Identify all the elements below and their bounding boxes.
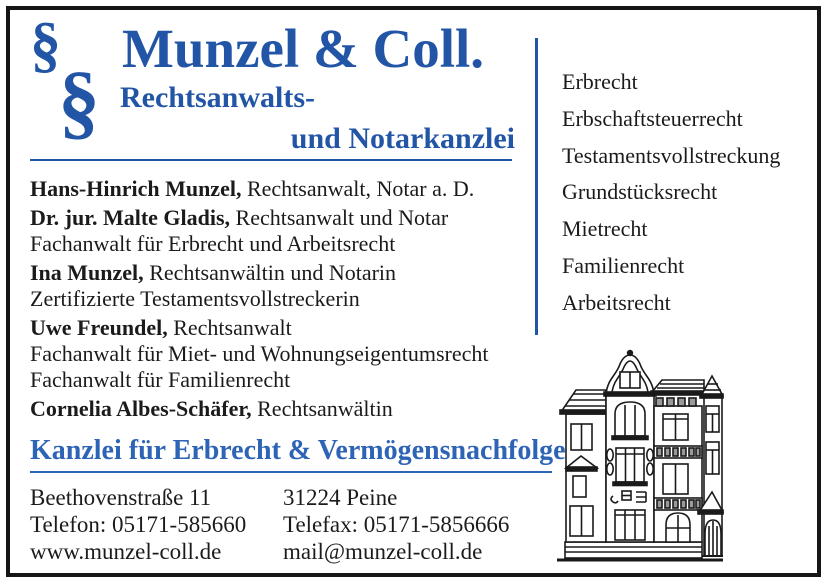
- team-member: Uwe Freundel, Rechtsanwalt: [30, 315, 292, 340]
- section-sign-icon: §: [30, 11, 61, 79]
- practice-area-list: [562, 64, 780, 322]
- team-member-name: Ina Munzel,: [30, 260, 144, 285]
- team-member-qualification: Fachanwalt für Erbrecht und Arbeitsrecht: [30, 231, 396, 256]
- website-url: www.munzel-coll.de: [30, 539, 222, 564]
- vertical-divider: [535, 38, 538, 335]
- firm-subtitle-line2: und Notarkanzlei: [290, 122, 515, 155]
- street-address: Beethovenstraße 11: [30, 485, 212, 510]
- team-member-qualification: Fachanwalt für Miet- und Wohnungseigentumsrecht: [30, 341, 489, 366]
- team-member-qualification: Fachanwalt für Familienrecht: [30, 367, 291, 392]
- practice-area-item: Arbeitsrecht: [562, 289, 671, 315]
- team-list: [30, 176, 520, 422]
- team-member-name: Cornelia Albes-Schäfer,: [30, 396, 252, 421]
- header-divider: [30, 159, 512, 161]
- team-member-name: Dr. jur. Malte Gladis,: [30, 205, 231, 230]
- team-member-qualification: Zertifizierte Testamentsvollstreckerin: [30, 286, 360, 311]
- practice-area-item: Erbschaftsteuerrecht: [562, 105, 743, 131]
- contact-block-left: [30, 484, 246, 565]
- tagline-divider: [30, 471, 552, 473]
- section-sign-icon: §: [58, 55, 100, 148]
- fax-number: Telefax: 05171-5856666: [283, 512, 510, 537]
- team-member: Hans-Hinrich Munzel, Rechtsanwalt, Notar a. D.: [30, 176, 475, 201]
- practice-area-item: Testamentsvollstreckung: [562, 142, 781, 168]
- tagline: Kanzlei für Erbrecht & Vermögensnachfolge: [30, 435, 566, 466]
- team-member: Cornelia Albes-Schäfer, Rechtsanwältin: [30, 396, 393, 421]
- firm-subtitle-line1: Rechtsanwalts-: [120, 81, 315, 114]
- phone-number: Telefon: 05171-585660: [30, 512, 247, 537]
- team-member-name: Hans-Hinrich Munzel,: [30, 176, 242, 201]
- firm-name: Munzel & Coll.: [122, 18, 485, 79]
- building-illustration: [556, 348, 724, 564]
- city: 31224 Peine: [283, 485, 398, 510]
- contact-block-right: [283, 484, 509, 565]
- team-member: Dr. jur. Malte Gladis, Rechtsanwalt und Notar: [30, 205, 449, 230]
- team-member-name: Uwe Freundel,: [30, 315, 168, 340]
- team-member: Ina Munzel, Rechtsanwältin und Notarin: [30, 260, 397, 285]
- practice-area-item: Familienrecht: [562, 252, 685, 278]
- practice-area-item: Erbrecht: [562, 69, 638, 94]
- email-address: mail@munzel-coll.de: [283, 539, 483, 564]
- practice-area-item: Grundstücksrecht: [562, 179, 718, 205]
- practice-area-item: Mietrecht: [562, 216, 648, 242]
